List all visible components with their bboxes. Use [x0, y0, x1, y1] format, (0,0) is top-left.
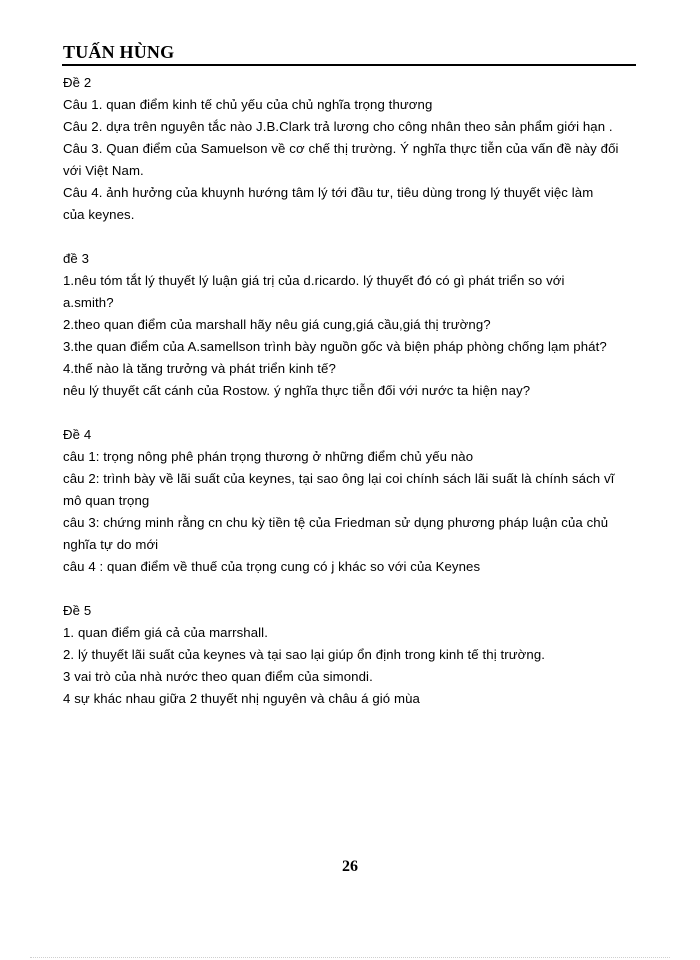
question-line: 1.nêu tóm tắt lý thuyết lý luận giá trị của d.ricardo. lý thuyết đó có gì phát triển so với	[63, 273, 565, 288]
question-line: câu 2: trình bày về lãi suất của keynes, tại sao ông lại coi chính sách lãi suất là chính sách vĩ	[63, 471, 615, 486]
section-de-3	[63, 248, 643, 402]
question-line: 3 vai trò của nhà nước theo quan điểm của simondi.	[63, 669, 373, 684]
question-line: với Việt Nam.	[63, 163, 144, 178]
question-line: câu 3: chứng minh rằng cn chu kỳ tiền tệ của Friedman sử dụng phương pháp luận của chủ	[63, 515, 609, 530]
question-line: 3.the quan điểm của A.samellson trình bày nguồn gốc và biện pháp phòng chống lạm phát?	[63, 339, 607, 354]
question-line: 2. lý thuyết lãi suất của keynes và tại sao lại giúp ổn định trong kinh tế thị trường.	[63, 647, 546, 662]
question-line: 2.theo quan điểm của marshall hãy nêu giá cung,giá cầu,giá thị trường?	[63, 317, 491, 332]
header-divider	[62, 64, 636, 66]
page-bottom-divider	[30, 957, 670, 958]
section-title: đề 3	[63, 251, 90, 266]
section-de-4	[63, 424, 643, 578]
section-title: Đề 2	[63, 75, 92, 90]
question-line: a.smith?	[63, 295, 114, 310]
question-line: câu 4 : quan điểm về thuế của trọng cung có j khác so với của Keynes	[63, 559, 481, 574]
question-line: Câu 1. quan điểm kinh tế chủ yếu của chủ nghĩa trọng thương	[63, 97, 433, 112]
header-title: TUẤN HÙNG	[63, 42, 175, 62]
question-line: Câu 3. Quan điểm của Samuelson về cơ chế thị trường. Ý nghĩa thực tiễn của vấn đề này đối	[63, 141, 619, 156]
question-line: 1. quan điểm giá cả của marrshall.	[63, 625, 268, 640]
section-de-2	[63, 72, 643, 226]
question-line: của keynes.	[63, 207, 135, 222]
page-number: 26	[342, 858, 358, 875]
question-line: Câu 4. ảnh hưởng của khuynh hướng tâm lý tới đầu tư, tiêu dùng trong lý thuyết việc làm	[63, 185, 594, 200]
section-title: Đề 4	[63, 427, 92, 442]
question-line: 4.thế nào là tăng trưởng và phát triển kinh tế?	[63, 361, 336, 376]
question-line: 4 sự khác nhau giữa 2 thuyết nhị nguyên và châu á gió mùa	[63, 691, 420, 706]
document-body	[63, 72, 643, 732]
question-line: câu 1: trọng nông phê phán trọng thương ở những điểm chủ yếu nào	[63, 449, 474, 464]
question-line: Câu 2. dựa trên nguyên tắc nào J.B.Clark trả lương cho công nhân theo sản phẩm giới hạn .	[63, 119, 613, 134]
section-title: Đề 5	[63, 603, 92, 618]
question-line: nghĩa tự do mới	[63, 537, 159, 552]
section-de-5	[63, 600, 643, 710]
question-line: mô quan trọng	[63, 493, 150, 508]
question-line: nêu lý thuyết cất cánh của Rostow. ý nghĩa thực tiễn đối với nước ta hiện nay?	[63, 383, 531, 398]
